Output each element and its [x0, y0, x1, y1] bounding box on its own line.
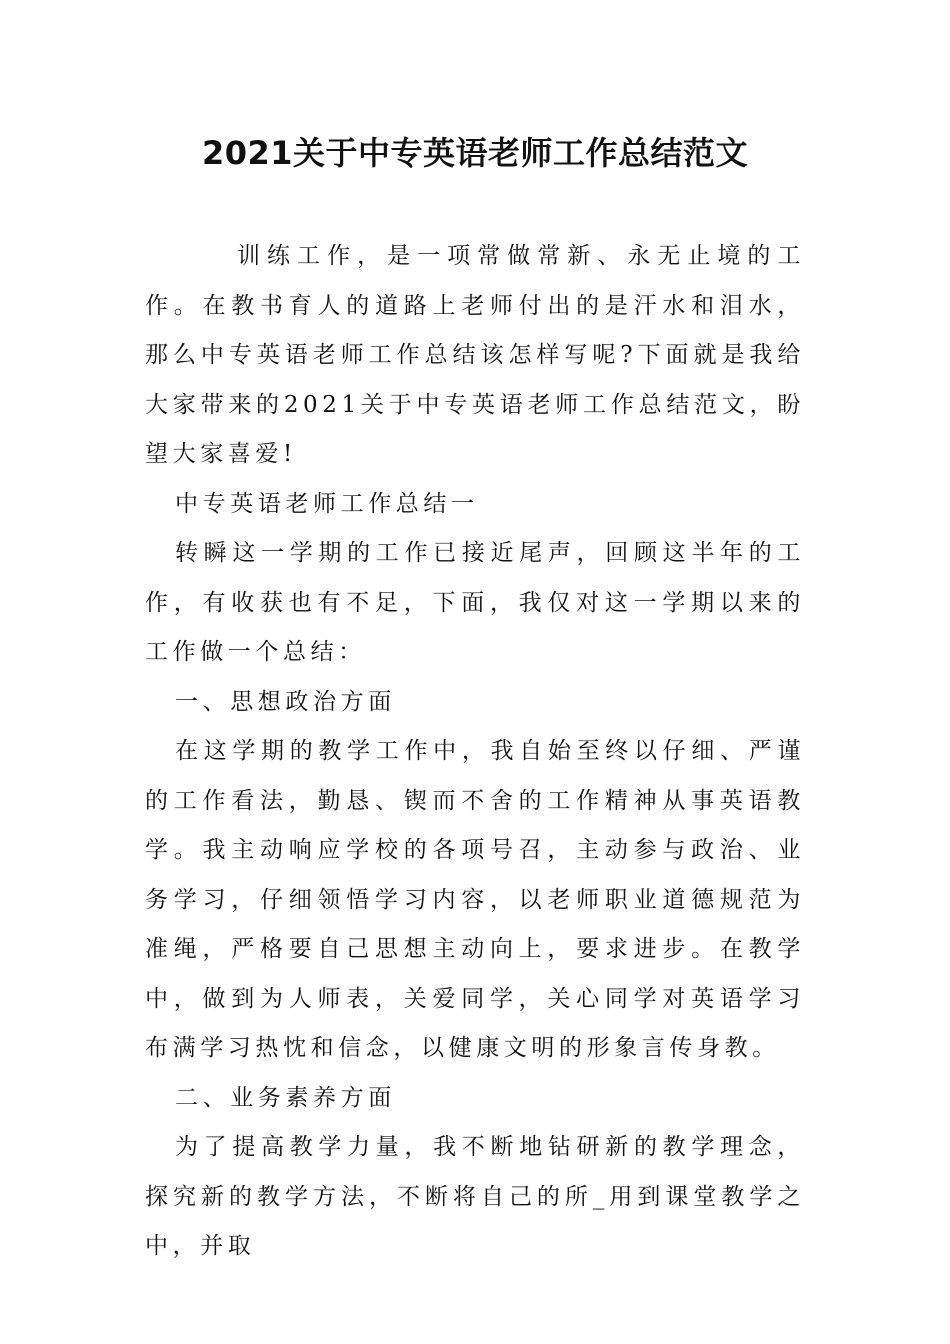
body-paragraph: 转瞬这一学期的工作已接近尾声，回顾这半年的工作，有收获也有不足，下面，我仅对这一学期以来的工作做一个总结： — [145, 540, 805, 665]
section-heading-summary-one: 中专英语老师工作总结一 — [175, 490, 479, 517]
section-heading-ideology: 一、思想政治方面 — [175, 688, 396, 715]
intro-paragraph: 训练工作，是一项常做常新、永无止境的工作。在教书育人的道路上老师付出的是汗水和泪水，那么中专英语老师工作总结该怎样写呢?下面就是我给大家带来的2021关于中专英语老师工作总结范文，盼望大家喜爱! — [145, 243, 805, 467]
document-title: 2021关于中专英语老师工作总结范文 — [201, 134, 749, 172]
body-paragraph: 在这学期的教学工作中，我自始至终以仔细、严谨的工作看法，勤恳、锲而不舍的工作精神从事英语教学。我主动响应学校的各项号召，主动参与政治、业务学习，仔细领悟学习内容，以老师职业道德规范为准绳，严格要自己思想主动向上，要求进步。在教学中，做到为人师表，关爱同学，关心同学对英语学习布满学习热忱和信念，以健康文明的形象言传身教。 — [145, 738, 805, 1061]
body-paragraph: 为了提高教学力量，我不断地钻研新的教学理念，探究新的教学方法，不断将自己的所_用到课堂教学之中，并取 — [145, 1134, 805, 1259]
document-body — [145, 232, 805, 1272]
section-heading-professional: 二、业务素养方面 — [175, 1084, 396, 1111]
